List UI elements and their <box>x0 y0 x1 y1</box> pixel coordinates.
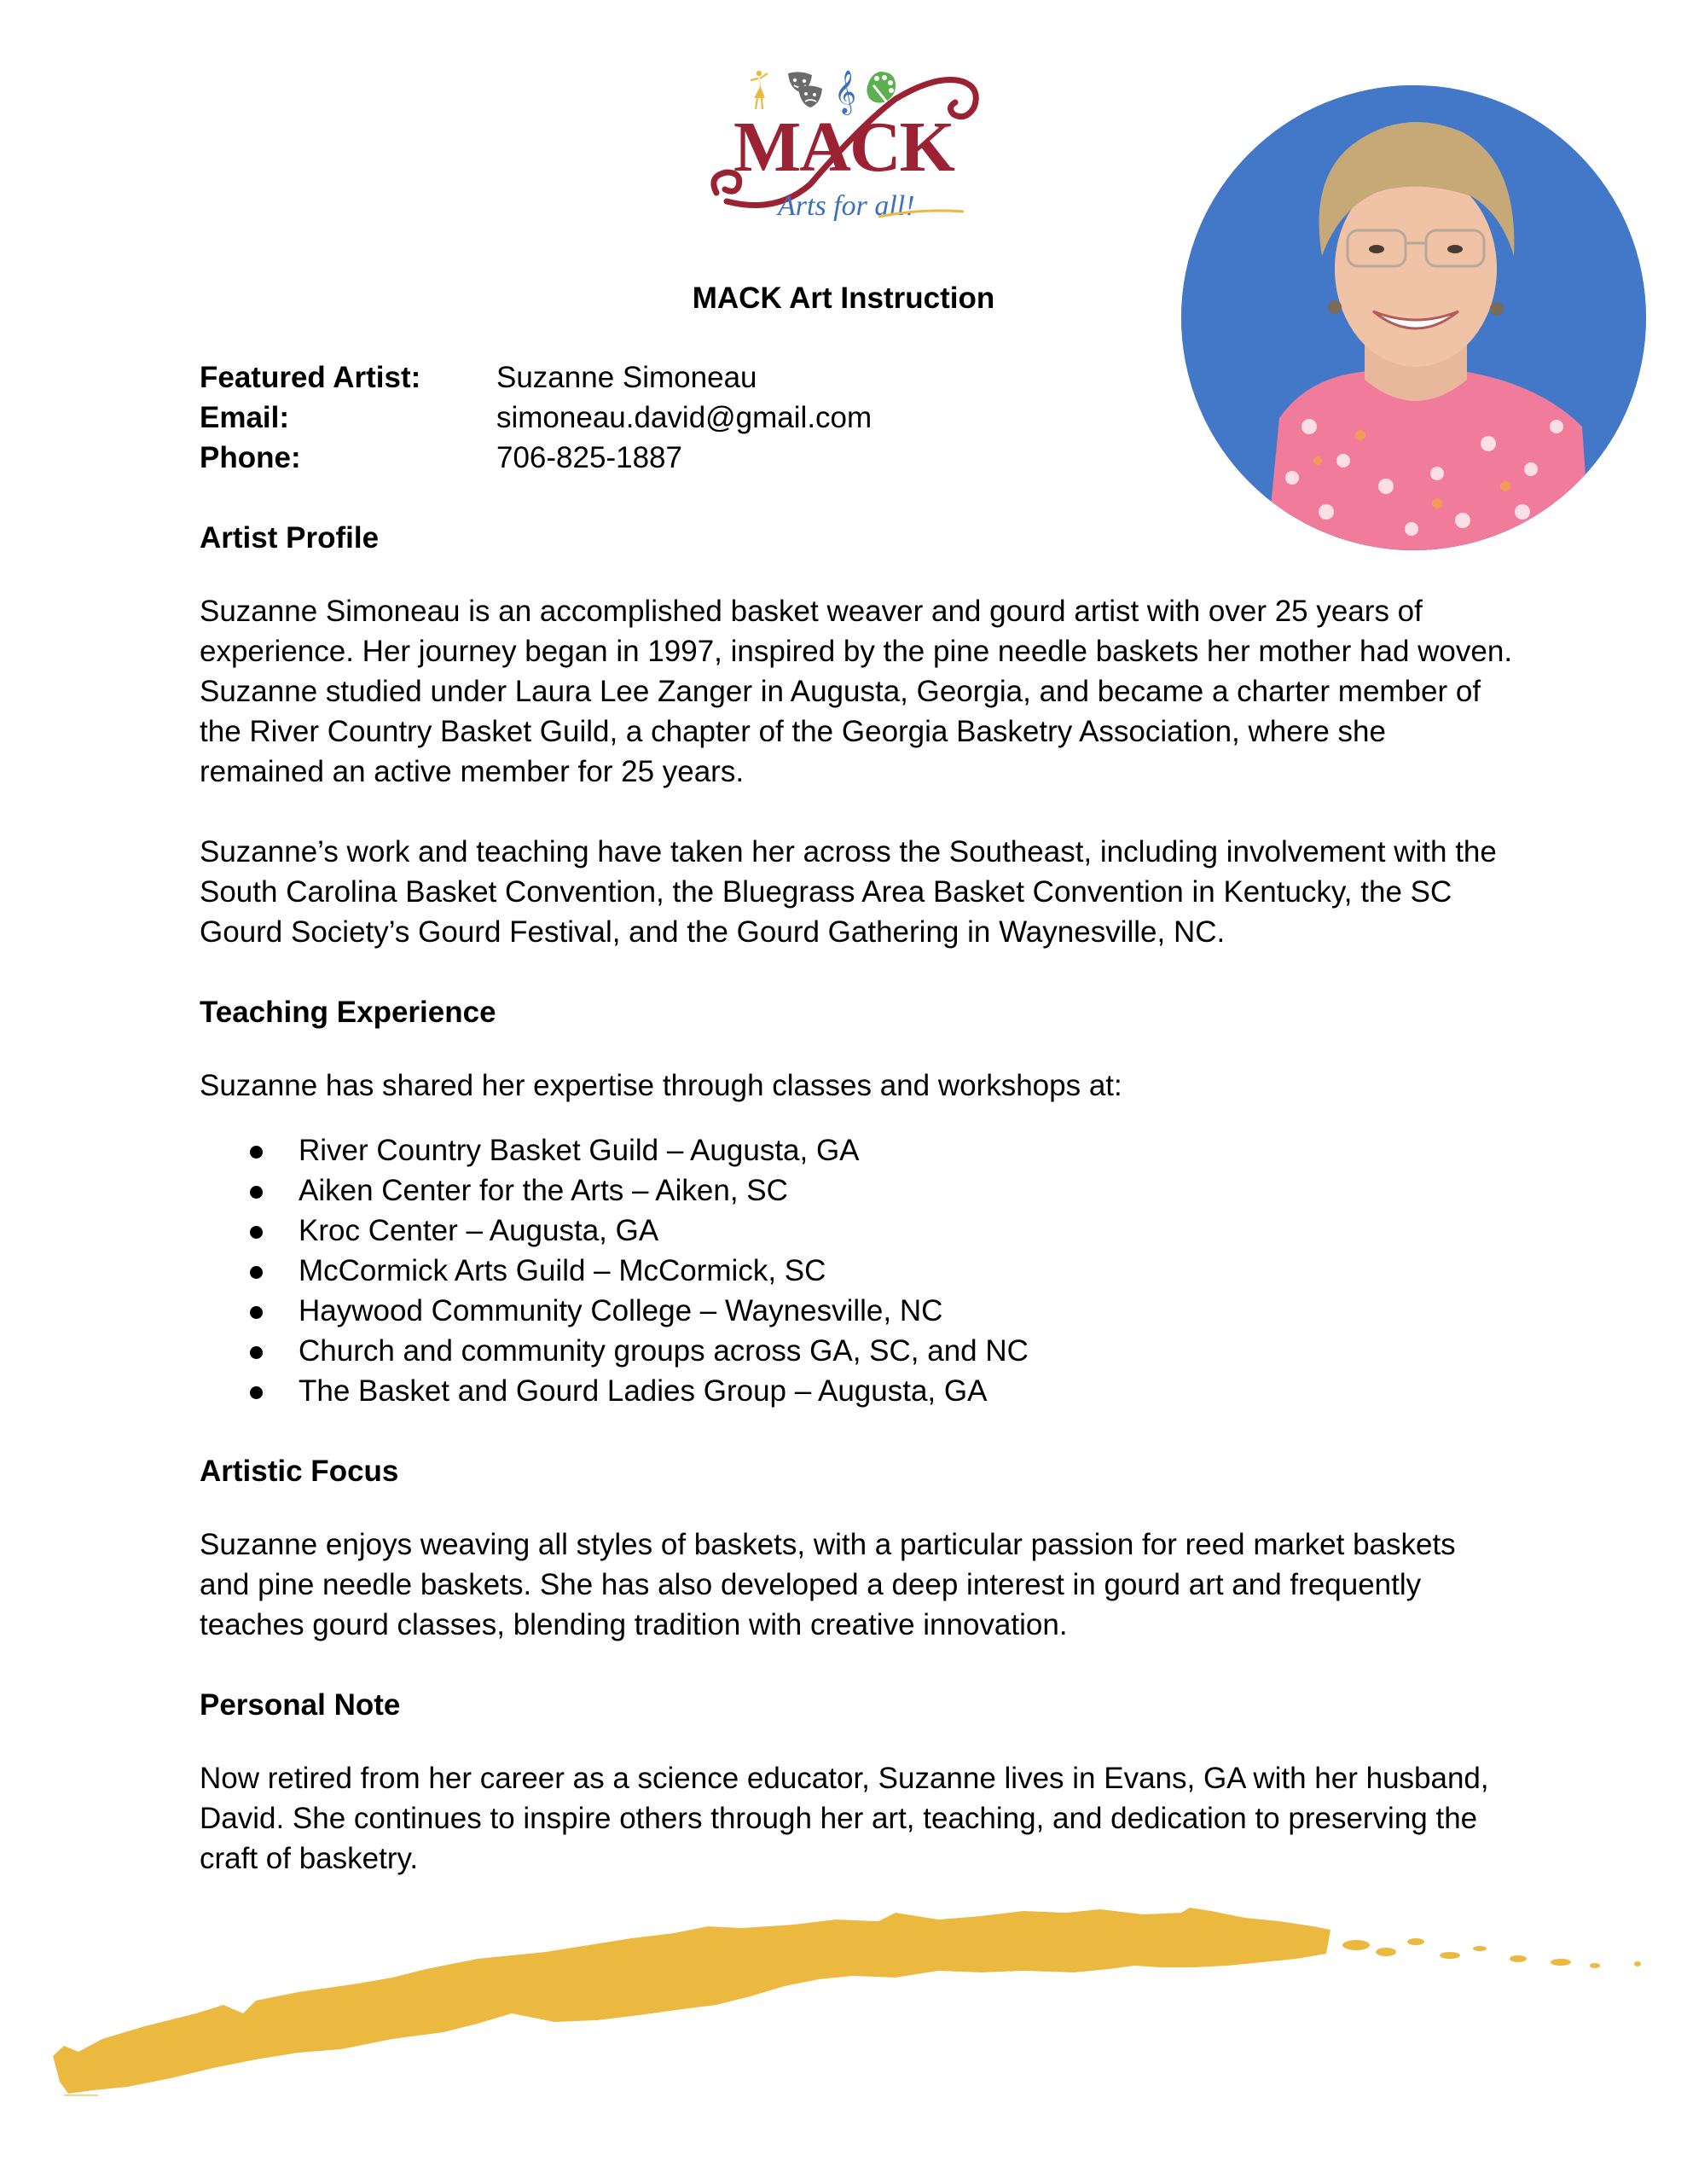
paint-palette-icon <box>867 72 896 103</box>
artist-name: Suzanne Simoneau <box>496 361 757 394</box>
bullet-icon <box>250 1386 263 1399</box>
heading-artist-profile: Artist Profile <box>200 521 380 555</box>
brush-stroke-graphic <box>0 1877 1687 2116</box>
list-item <box>200 1291 1029 1331</box>
logo-wordmark: MACK <box>733 107 954 187</box>
heading-teaching-experience: Teaching Experience <box>200 996 496 1029</box>
document-title: MACK Art Instruction <box>692 282 995 315</box>
info-label: Featured Artist: <box>200 361 421 394</box>
list-item <box>200 1331 1029 1371</box>
bullet-icon <box>250 1146 263 1159</box>
logo-tagline: Arts for all! <box>778 190 915 222</box>
artistic-focus-paragraph: Suzanne enjoys weaving all styles of baskets, with a particular passion for reed market baskets and pine needle baskets. She has also developed a deep interest in gourd art and frequently teaches gourd classes, blending tradition with creative innovation. <box>200 1528 1456 1641</box>
email-link[interactable]: simoneau.david@gmail.com <box>496 401 872 434</box>
list-item-text: Church and community groups across GA, SC, and NC <box>299 1334 1029 1368</box>
theater-masks-icon <box>788 72 822 107</box>
bullet-icon <box>250 1306 263 1319</box>
teaching-intro: Suzanne has shared her expertise through classes and workshops at: <box>200 1069 1122 1102</box>
personal-note-paragraph: Now retired from her career as a science educator, Suzanne lives in Evans, GA with her husband, David. She continues to inspire others through her art, teaching, and dedication to preserving the craft of basketry. <box>200 1762 1489 1875</box>
bullet-icon <box>250 1346 263 1359</box>
bullet-icon <box>250 1266 263 1279</box>
mack-logo-graphic <box>708 65 989 232</box>
list-item-text: McCormick Arts Guild – McCormick, SC <box>299 1254 826 1287</box>
artist-profile-paragraph-2: Suzanne’s work and teaching have taken her across the Southeast, including involvement with the South Carolina Basket Convention, the Bluegrass Area Basket Convention in Kentucky, the SC Gourd Society’s Gourd Festival, and the Gourd Gathering in Waynesville, NC. <box>200 835 1497 949</box>
dancer-icon <box>751 71 768 109</box>
info-label: Email: <box>200 401 290 434</box>
list-item <box>200 1211 1029 1251</box>
phone-number: 706-825-1887 <box>496 441 682 474</box>
artist-profile-paragraph-1: Suzanne Simoneau is an accomplished basket weaver and gourd artist with over 25 years of experience. Her journey began in 1997, inspired by the pine needle baskets her mother had woven. Suzanne studied under Laura Lee Zanger in Augusta, Georgia, and became a charter member of the River Country Basket Guild, a chapter of the Georgia Basketry Association, where she remained an active member for 25 years. <box>200 595 1513 788</box>
list-item-text: River Country Basket Guild – Augusta, GA <box>299 1134 860 1167</box>
bullet-icon <box>250 1186 263 1199</box>
heading-artistic-focus: Artistic Focus <box>200 1455 399 1488</box>
mack-logo <box>708 65 989 232</box>
teaching-locations-list <box>200 1130 1029 1411</box>
info-label: Phone: <box>200 441 301 474</box>
list-item <box>200 1371 1029 1411</box>
bullet-icon <box>250 1226 263 1239</box>
list-item-text: Kroc Center – Augusta, GA <box>299 1214 659 1247</box>
list-item-text: The Basket and Gourd Ladies Group – Augusta, GA <box>299 1374 988 1408</box>
heading-personal-note: Personal Note <box>200 1688 401 1722</box>
brush-stroke-decoration <box>0 1877 1687 2116</box>
svg-text:𝄞: 𝄞 <box>834 70 857 113</box>
list-item-text: Aiken Center for the Arts – Aiken, SC <box>299 1174 788 1207</box>
list-item-text: Haywood Community College – Waynesville, NC <box>299 1294 943 1327</box>
list-item <box>200 1170 1029 1211</box>
list-item <box>200 1130 1029 1170</box>
list-item <box>200 1251 1029 1291</box>
